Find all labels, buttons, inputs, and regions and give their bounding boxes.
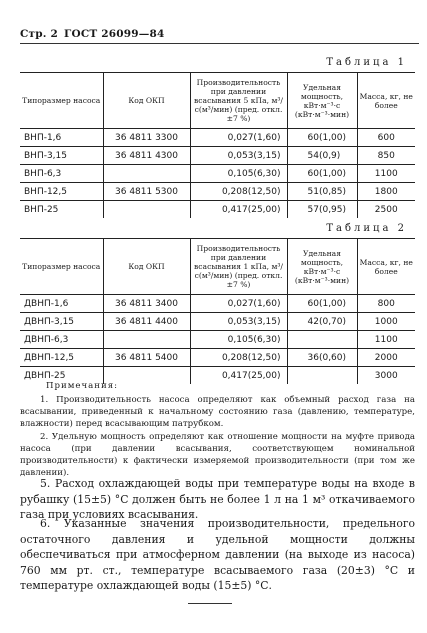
table-row [20,165,415,183]
cell-power [287,331,357,349]
cell-mass: 1100 [357,165,415,183]
table-row [20,313,415,331]
cell-kod: 36 4811 5400 [103,349,190,367]
cell-kod: 36 4811 5300 [103,183,190,201]
col-header-mass: Масса, кг, не более [357,73,415,129]
cell-power: 36(0,60) [287,349,357,367]
table-row [20,295,415,313]
cell-prod: 0,053(3,15) [190,313,287,331]
col-header-tip: Типоразмер насоса [20,239,103,295]
cell-power: 51(0,85) [287,183,357,201]
cell-tip: ВНП-1,6 [20,129,103,147]
col-header-tip: Типоразмер насоса [20,73,103,129]
note-1: 1. Производительность насоса определяют как объемный расход газа на всасывании, приведенный к начальному состоянию газа (давлению, температуре, влажности) перед всасывающим патрубком. [20,395,415,429]
table1-caption: Таблица 1 [326,57,407,68]
table-row [20,331,415,349]
cell-mass: 850 [357,147,415,165]
table-row [20,183,415,201]
cell-mass: 1100 [357,331,415,349]
cell-mass: 800 [357,295,415,313]
cell-power: 42(0,70) [287,313,357,331]
cell-tip: ВНП-6,3 [20,165,103,183]
paragraph-5: 5. Расход охлаждающей воды при температуре воды на входе в рубашку (15±5) °С должен быть не более 1 л на 1 м³ откачиваемого газа при условиях всасывания. [20,477,415,521]
cell-mass: 2000 [357,349,415,367]
cell-tip: ВНП-25 [24,204,59,215]
cell-power: 60(1,00) [287,295,357,313]
cell-mass: 3000 [357,367,415,385]
col-header-power: Удельная мощность, кВт·м⁻³·с (кВт·м⁻³·мин) [287,73,357,129]
table2-header-row [20,239,415,295]
cell-mass: 2500 [357,201,415,219]
table-row [20,201,415,219]
cell-prod: 0,105(6,30) [190,165,287,183]
cell-tip: ДВНП-25 [24,370,66,381]
cell-prod: 0,053(3,15) [190,147,287,165]
col-header-kod: Код ОКП [103,73,190,129]
cell-power: 60(1,00) [287,129,357,147]
gost-number: ГОСТ 26099—84 [64,28,165,40]
cell-prod: 0,208(12,50) [190,349,287,367]
cell-tip: ВНП-3,15 [20,147,103,165]
page-number: Стр. 2 [20,28,59,40]
cell-power: 54(0,9) [287,147,357,165]
cell-prod: 0,208(12,50) [190,183,287,201]
cell-mass: 1800 [357,183,415,201]
table1 [20,72,415,218]
table1-header-row [20,73,415,129]
col-header-mass: Масса, кг, не более [357,239,415,295]
note-2: 2. Удельную мощность определяют как отношение мощности на муфте привода насоса (при давлении всасывания, соответствующем номинальной производительности) к фактически измеряемой производительности (при том же давлении). [20,432,415,478]
cell-tip: ДВНП-12,5 [20,349,103,367]
cell-kod [103,201,190,219]
notes-title: Примечания: [46,381,119,391]
cell-prod: 0,027(1,60) [190,295,287,313]
table2-caption: Таблица 2 [326,223,407,234]
end-rule [188,603,232,604]
header-rule [20,43,419,44]
cell-mass: 1000 [357,313,415,331]
paragraph-6: 6. Указанные значения производительности, предельного остаточного давления и удельной мощности должны обеспечиваться при атмосферном давлении (на выходе из насоса) 760 мм рт. ст., температуре всасываемого газа (20±3) °С и температуре охлаждающей воды (15±5) °С. [20,517,415,592]
page-header [20,28,165,40]
cell-kod [103,165,190,183]
table-row [20,349,415,367]
cell-kod: 36 4811 3300 [103,129,190,147]
cell-tip: ВНП-12,5 [20,183,103,201]
cell-mass: 600 [357,129,415,147]
col-header-prod: Производительность при давлении всасывания 5 кПа, м³/с(м³/мин) (пред. откл. ±7 %) [190,73,287,129]
cell-kod [103,331,190,349]
cell-prod: 0,417(25,00) [190,367,287,385]
cell-tip: ДВНП-1,6 [20,295,103,313]
cell-tip: ДВНП-6,3 [20,331,103,349]
table-row [20,129,415,147]
cell-kod: 36 4811 4400 [103,313,190,331]
cell-power: 60(1,00) [287,165,357,183]
table2 [20,238,415,384]
cell-kod: 36 4811 3400 [103,295,190,313]
table-row [20,147,415,165]
cell-tip: ДВНП-3,15 [20,313,103,331]
cell-prod: 0,027(1,60) [190,129,287,147]
cell-prod: 0,417(25,00) [190,201,287,219]
col-header-prod: Производительность при давлении всасывания 1 кПа, м³/с(м³/мин) (пред. откл. ±7 %) [190,239,287,295]
cell-power: 57(0,95) [287,201,357,219]
col-header-kod: Код ОКП [103,239,190,295]
col-header-power: Удельная мощность, кВт·м⁻³·с (кВт·м⁻³·мин) [287,239,357,295]
cell-prod: 0,105(6,30) [190,331,287,349]
cell-kod: 36 4811 4300 [103,147,190,165]
